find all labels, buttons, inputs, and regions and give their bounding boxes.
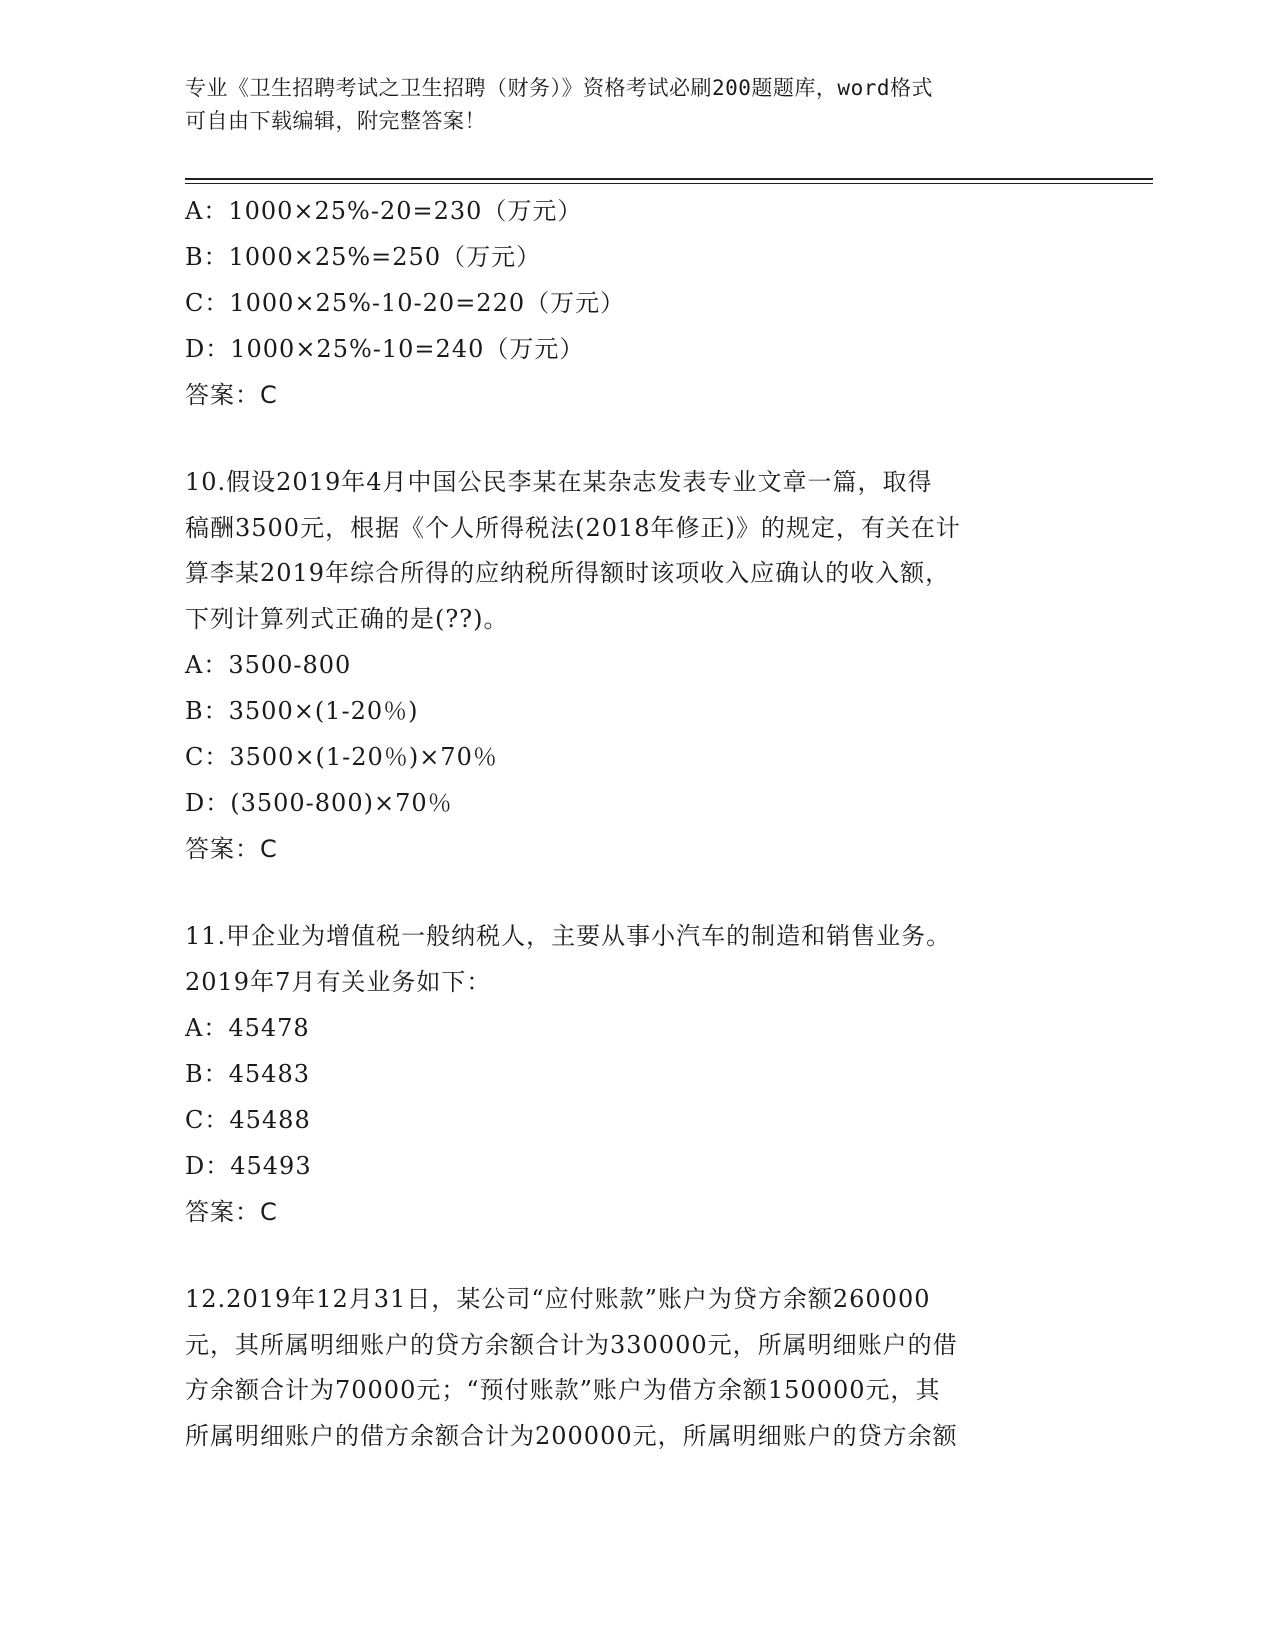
option-b: B：3500×(1-20％) [185,697,419,725]
document-header [185,72,1065,138]
question-stem-line: 11.甲企业为增值税一般纳税人，主要从事小汽车的制造和销售业务。 [185,922,952,950]
answer: 答案：C [185,1198,278,1226]
question-11 [185,914,1085,1235]
question-12 [185,1277,1085,1459]
option-d: D：45493 [185,1152,312,1180]
question-stem-line: 算李某2019年综合所得的应纳税所得额时该项收入应确认的收入额， [185,559,951,587]
header-line: 专业《卫生招聘考试之卫生招聘（财务）》资格考试必刷200题题库，word格式 [185,76,933,100]
question-9 [185,188,1085,418]
option-d: D：(3500-800)×70％ [185,789,453,817]
option-a: A：3500-800 [185,651,352,679]
question-stem-line: 所属明细账户的借方余额合计为200000元，所属明细账户的贷方余额 [185,1421,958,1450]
answer: 答案：C [185,381,278,409]
header-line: 可自由下载编辑，附完整答案！ [185,109,486,133]
option-c: C：1000×25%-10-20=220（万元） [185,289,626,317]
question-stem-line: 10.假设2019年4月中国公民李某在某杂志发表专业文章一篇，取得 [185,468,933,496]
option-a: A：45478 [185,1014,310,1042]
question-stem-line: 12.2019年12月31日，某公司“应付账款”账户为贷方余额260000 [185,1285,931,1313]
question-stem-line: 稿酬3500元，根据《个人所得税法(2018年修正)》的规定，有关在计 [185,513,961,542]
option-d: D：1000×25%-10=240（万元） [185,335,585,363]
option-c: C：45488 [185,1106,311,1134]
option-b: B：1000×25%=250（万元） [185,243,542,271]
question-stem-line: 2019年7月有关业务如下： [185,967,492,996]
question-stem-line: 方余额合计为70000元；“预付账款”账户为借方余额150000元，其 [185,1376,941,1404]
header-divider [185,178,1153,184]
option-b: B：45483 [185,1060,310,1088]
option-c: C：3500×(1-20％)×70％ [185,743,498,771]
question-stem-line: 元，其所属明细账户的贷方余额合计为330000元，所属明细账户的借 [185,1330,958,1359]
document-body [185,188,1085,1459]
answer: 答案：C [185,835,278,863]
question-10 [185,460,1085,872]
option-a: A：1000×25%-20=230（万元） [185,197,583,225]
question-stem-line: 下列计算列式正确的是(??)。 [185,604,509,633]
